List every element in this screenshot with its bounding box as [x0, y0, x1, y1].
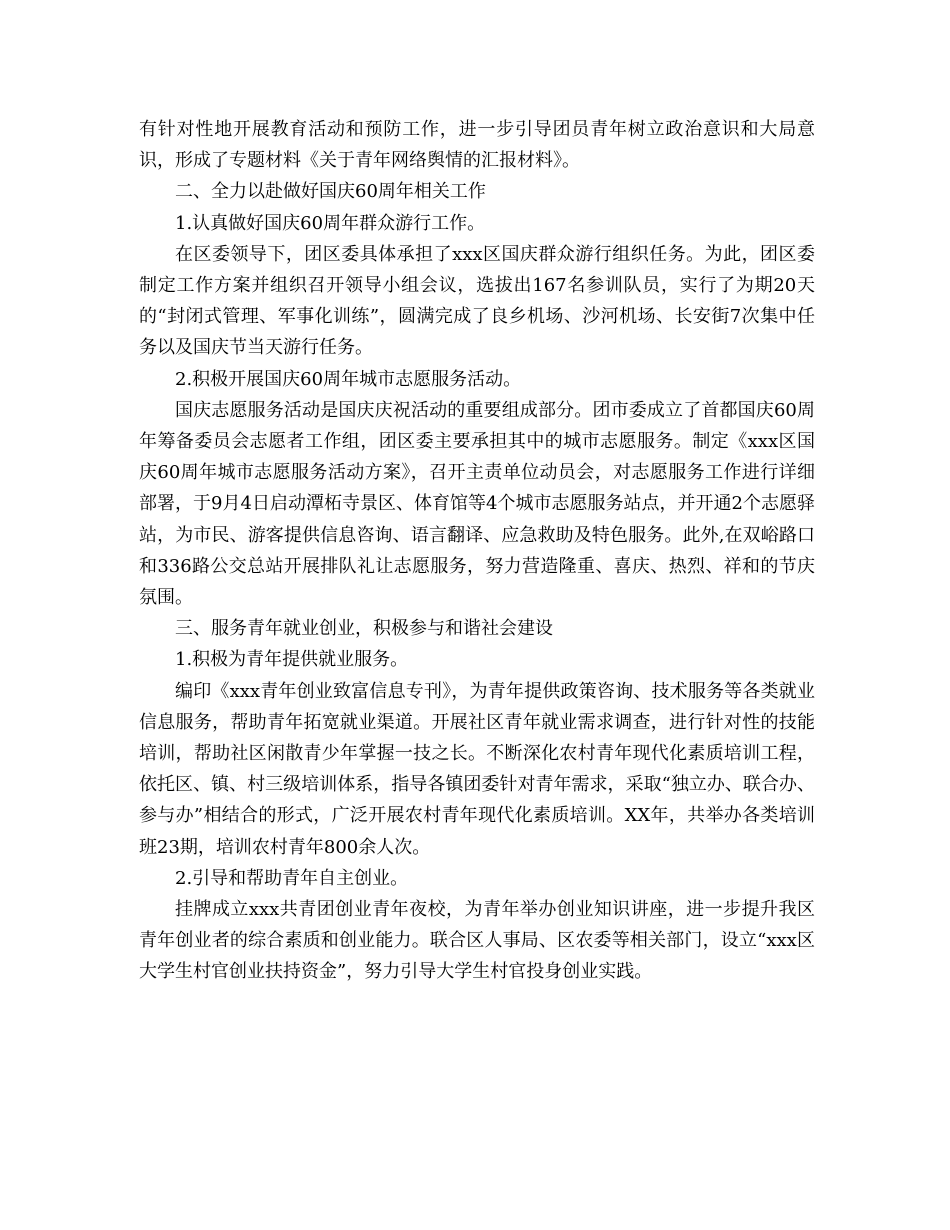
subheading-3-2: 2.引导和帮助青年自主创业。	[175, 867, 409, 889]
document-page	[139, 114, 815, 988]
subheading-2-2: 2.积极开展国庆60周年城市志愿服务活动。	[175, 368, 522, 390]
paragraph-employment: 编印《xxx青年创业致富信息专刊》，为青年提供政策咨询、技术服务等各类就业信息服务，帮助青年拓宽就业渠道。开展社区青年就业需求调查，进行针对性的技能培训，帮助社区闲散青少年掌握一技之长。不断深化农村青年现代化素质培训工程，依托区、镇、村三级培训体系，指导各镇团委针对青年需求，采取“独立办、联合办、参与办”相结合的形式，广泛开展农村青年现代化素质培训。XX年，共举办各类培训班23期，培训农村青年800余人次。	[139, 680, 815, 858]
subheading-3-1: 1.积极为青年提供就业服务。	[175, 649, 409, 671]
paragraph-entrepreneurship: 挂牌成立xxx共青团创业青年夜校，为青年举办创业知识讲座，进一步提升我区青年创业者的综合素质和创业能力。联合区人事局、区农委等相关部门，设立“xxx区大学生村官创业扶持资金”，努力引导大学生村官投身创业实践。	[139, 899, 815, 983]
section-heading-2: 二、全力以赴做好国庆60周年相关工作	[175, 181, 486, 203]
paragraph-continuation: 有针对性地开展教育活动和预防工作，进一步引导团员青年树立政治意识和大局意识，形成了专题材料《关于青年网络舆情的汇报材料》。	[139, 119, 815, 172]
subheading-2-1: 1.认真做好国庆60周年群众游行工作。	[175, 212, 486, 234]
paragraph-volunteer: 国庆志愿服务活动是国庆庆祝活动的重要组成部分。团市委成立了首都国庆60周年筹备委员会志愿者工作组，团区委主要承担其中的城市志愿服务。制定《xxx区国庆60周年城市志愿服务活动方案》，召开主责单位动员会，对志愿服务工作进行详细部署，于9月4日启动潭柘寺景区、体育馆等4个城市志愿服务站点，并开通2个志愿驿站，为市民、游客提供信息咨询、语言翻译、应急救助及特色服务。此外,在双峪路口和336路公交总站开展排队礼让志愿服务，努力营造隆重、喜庆、热烈、祥和的节庆氛围。	[139, 399, 815, 609]
paragraph-parade: 在区委领导下，团区委具体承担了xxx区国庆群众游行组织任务。为此，团区委制定工作方案并组织召开领导小组会议，选拔出167名参训队员，实行了为期20天的“封闭式管理、军事化训练”，圆满完成了良乡机场、沙河机场、长安街7次集中任务以及国庆节当天游行任务。	[139, 243, 815, 359]
section-heading-3: 三、服务青年就业创业，积极参与和谐社会建设	[175, 618, 553, 640]
